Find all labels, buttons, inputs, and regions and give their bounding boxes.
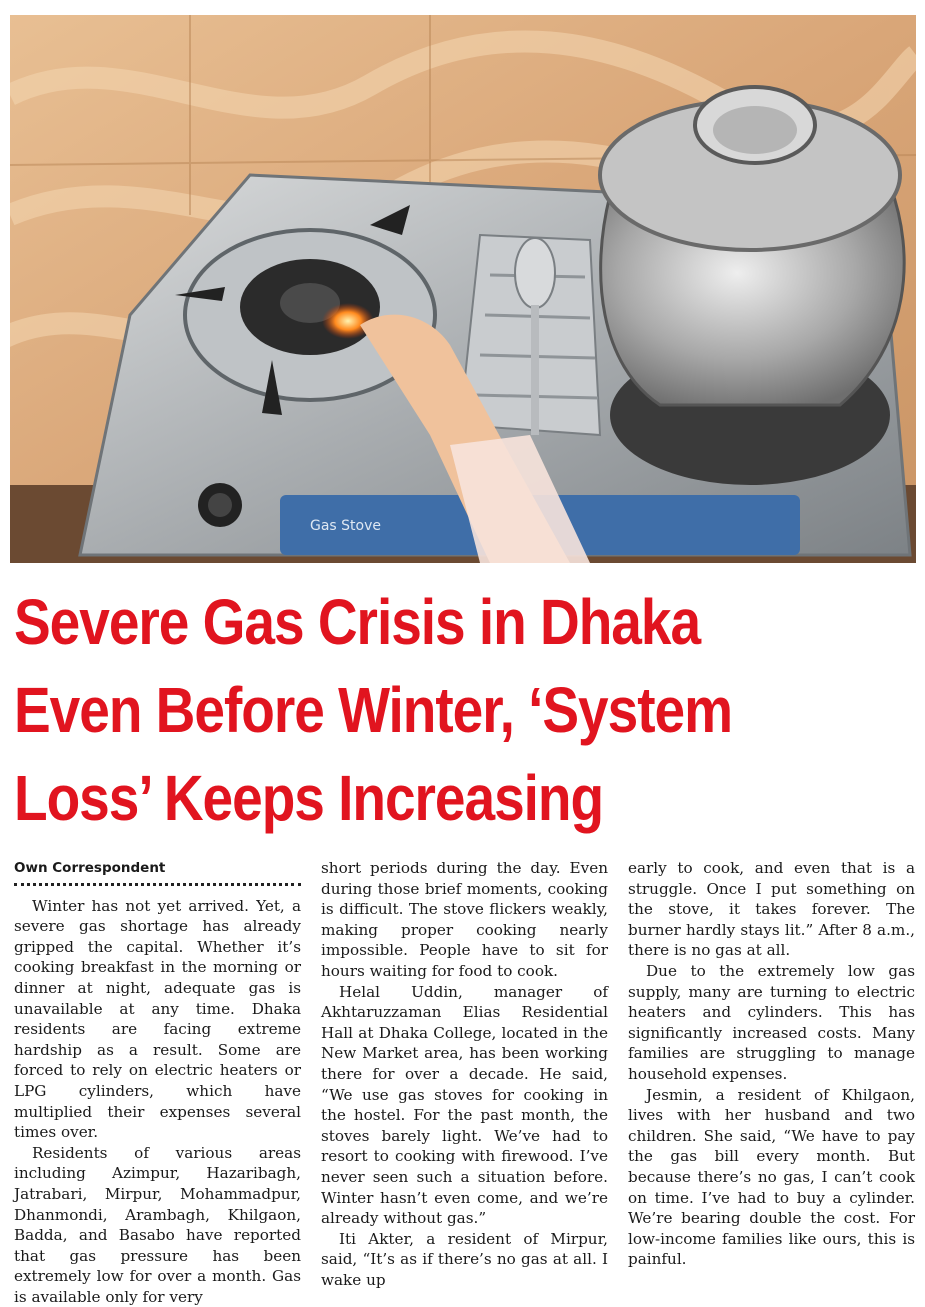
headline-line: Severe Gas Crisis in Dhaka	[14, 586, 701, 658]
paragraph: Helal Uddin, manager of Akhtaruzzaman Elias Residential Hall at Dhaka College, located in the New Market area, has been working there for over a decade. He said, “We use gas stoves for cooking in the hostel. For the past month, the stoves barely light. We’ve had to resort to cooking with firewood. I’ve never seen such a situation before. Winter hasn’t even come, and we’re already without gas.”	[321, 982, 608, 1228]
column-1	[14, 858, 301, 1306]
headline	[14, 578, 917, 842]
svg-text:Gas Stove: Gas Stove	[310, 518, 382, 534]
paragraph: Due to the extremely low gas supply, many are turning to electric heaters and cylinders. This has significantly increased costs. Many families are struggling to manage household expenses.	[628, 961, 915, 1083]
gas-stove-photo	[10, 15, 916, 563]
column-2	[321, 858, 608, 1289]
paragraph: Residents of various areas including Azimpur, Hazaribagh, Jatrabari, Mirpur, Mohammadpur, Dhanmondi, Arambagh, Khilgaon, Badda, and Basabo have reported that gas pressure has been extremely low for over a month. Gas is available only for very	[14, 1143, 301, 1306]
column-3	[628, 858, 915, 1269]
paragraph: short periods during the day. Even during those brief moments, cooking is difficult. The stove flickers weakly, making proper cooking nearly impossible. People have to sit for hours waiting for food to cook.	[321, 859, 608, 980]
paragraph: Winter has not yet arrived. Yet, a severe gas shortage has already gripped the capital. Whether it’s cooking breakfast in the morning or dinner at night, adequate gas is unavailable at any time. Dhaka residents are facing extreme hardship as a result. Some are forced to rely on electric heaters or LPG cylinders, which have multiplied their expenses several times over.	[14, 896, 301, 1142]
article-body	[14, 858, 916, 1306]
headline-line: Loss’ Keeps Increasing	[14, 762, 604, 834]
paragraph: early to cook, and even that is a struggle. Once I put something on the stove, it takes forever. The burner hardly stays lit.” After 8 a.m., there is no gas at all.	[628, 859, 915, 960]
paragraph: Jesmin, a resident of Khilgaon, lives with her husband and two children. She said, “We have to pay the gas bill every month. But because there’s no gas, I can’t cook on time. I’ve had to buy a cylinder. We’re bearing double the cost. For low-income families like ours, this is painful.	[628, 1085, 915, 1269]
paragraph: Iti Akter, a resident of Mirpur, said, “It’s as if there’s no gas at all. I wake up	[321, 1229, 608, 1289]
byline: Own Correspondent	[14, 858, 301, 886]
headline-line: Even Before Winter, ‘System	[14, 674, 733, 746]
